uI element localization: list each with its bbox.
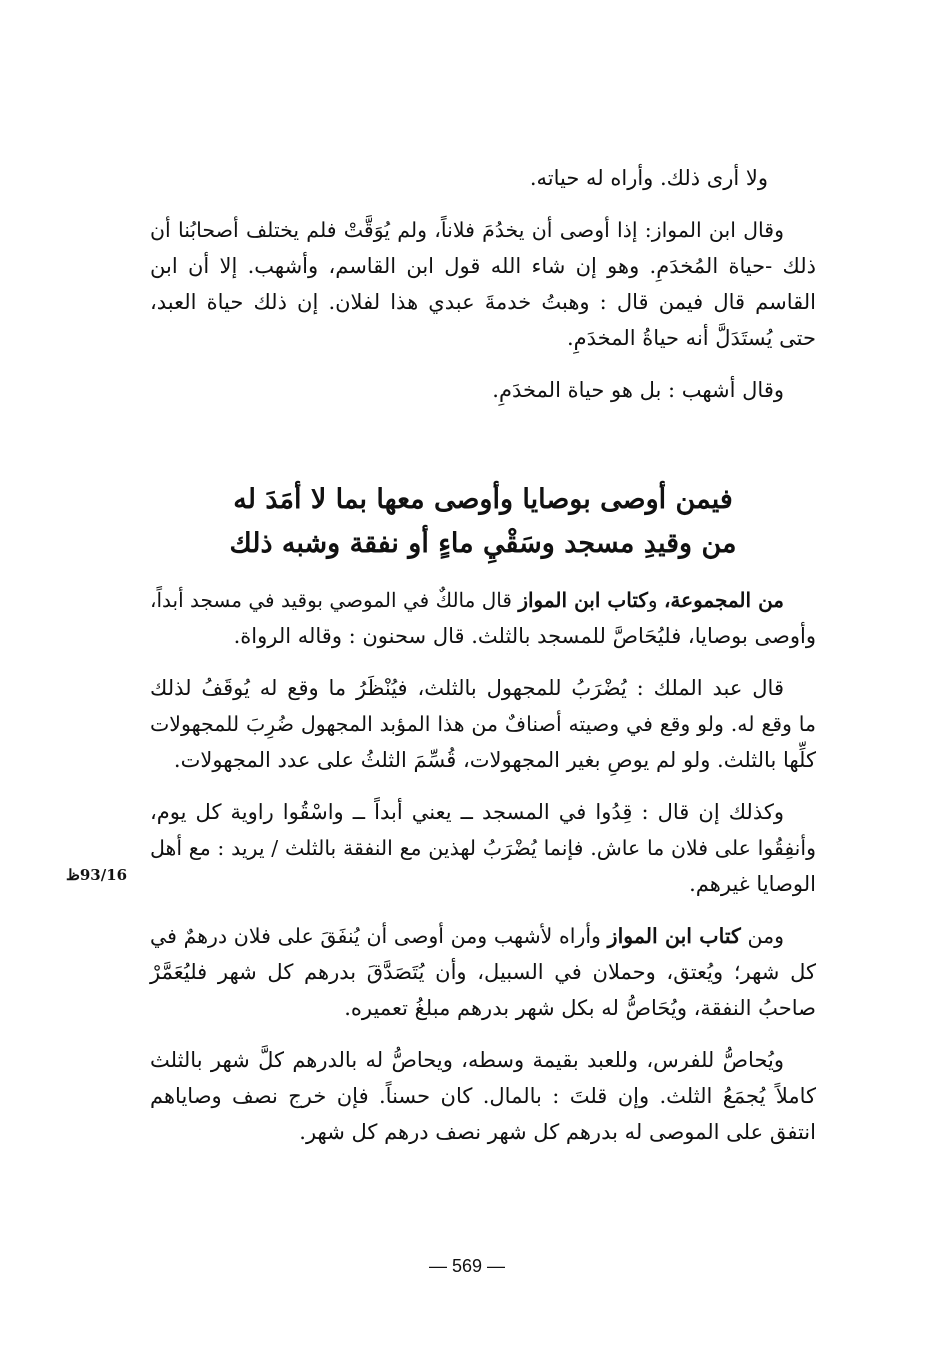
text-fragment: و [647,588,664,612]
text-line: الوصايا غيرهم. [689,872,816,896]
paragraph-5 [150,670,816,778]
text-fragment: وأراه لأشهب ومن أوصى أن يُنفَقَ على فلان درهمٌ في [150,924,608,948]
body-text-block [150,582,816,1166]
text-line [150,582,816,618]
text-line [150,918,816,954]
heading-line-2: من وقيدِ مسجد وسَقْيِ ماءٍ أو نفقة وشبه ذلك [229,528,737,559]
text-line: وكذلك إن قال : قِدُوا في المسجد ــ يعني أبداً ــ واسْقُوا راوية كل يوم، [150,800,784,824]
paragraph-1 [150,160,816,196]
text-line: كل شهر؛ ويُعتق، وحملان في السبيل، وأن يُتَصَدَّقَ بدرهم كل شهر فليُعَمَّرْ [150,960,816,984]
section-heading [150,478,816,566]
heading-line-1: فيمن أوصى بوصايا وأوصى معها بما لا أمَدَ له [233,484,733,515]
paragraph-2 [150,212,816,356]
source-citation: كتاب ابن المواز [607,924,741,948]
text-line: القاسم قال فيمن قال : وهبتُ خدمةَ عبدي هذا لفلان. إن ذلك حياة العبد، [150,290,816,314]
text-line: ما وقع له. ولو وقع في وصيته أصنافٌ من هذا المؤبد المجهول ضُرِبَ للمجهولات [150,712,816,736]
text-line: كاملاً يُجمَعُ الثلث. وإن قلتَ : بالمال. كان حسناً. فإن خرج نصف وصاياهم [150,1084,816,1108]
text-fragment: قال مالكٌ في الموصي بوقيد في مسجد أبداً، [150,588,519,612]
text-line: وقال أشهب : بل هو حياة المخدَمِ. [492,378,784,402]
source-citation: من المجموعة، [663,588,785,612]
text-line: وقال ابن المواز: إذا أوصى أن يخدُمَ فلاناً، ولم يُوَقَّتْ فلم يختلف أصحابُنا أن [150,218,784,242]
page-number: — 569 — [428,1256,506,1276]
text-line: ذلك -حياة المُخدَمِ. وهو إن شاء الله قول ابن القاسم، وأشهب. إلا أن ابن [150,254,816,278]
paragraph-4 [150,582,816,654]
text-line: ولا أرى ذلك. وأراه له حياته. [529,166,768,190]
text-line: قال عبد الملك : يُضْرَبُ للمجهول بالثلث، فيُنْظَرُ ما وقع له يُوقَفُ لذلك [150,676,784,700]
manuscript-folio-note: 93/16ظ [66,866,128,884]
text-line: كلِّها بالثلث. ولو لم يوصِ بغير المجهولات، قُسِّمَ الثلثُ على عدد المجهولات. [173,748,816,772]
paragraph-8 [150,1042,816,1150]
text-line: حتى يُستَدَلَّ أنه حياةُ المخدَمِ. [566,326,816,350]
text-line: صاحبُ النفقة، ويُحَاصُّ له بكل شهر بدرهم مبلغُ تعميره. [344,996,816,1020]
paragraph-7 [150,918,816,1026]
text-line: انتفق على الموصى له بدرهم كل شهر نصف درهم كل شهر. [299,1120,816,1144]
text-fragment: ومن [740,924,784,948]
paragraph-6 [150,794,816,902]
text-line: ويُحاصُّ للفرس، وللعبد بقيمة وسطه، ويحاصُّ له بالدرهم كلَّ شهر بالثلث [150,1048,784,1072]
top-text-block [150,160,816,424]
text-line: وأنفِقُوا على فلان ما عاش. فإنما يُضْرَبُ لهذين مع النفقة بالثلث / يريد : مع أهل [150,836,816,860]
source-citation: كتاب ابن المواز [518,588,648,612]
paragraph-3 [150,372,816,408]
text-line: وأوصى بوصايا، فليُحَاصَّ للمسجد بالثلث. قال سحنون : وقاله الرواة. [233,624,816,648]
